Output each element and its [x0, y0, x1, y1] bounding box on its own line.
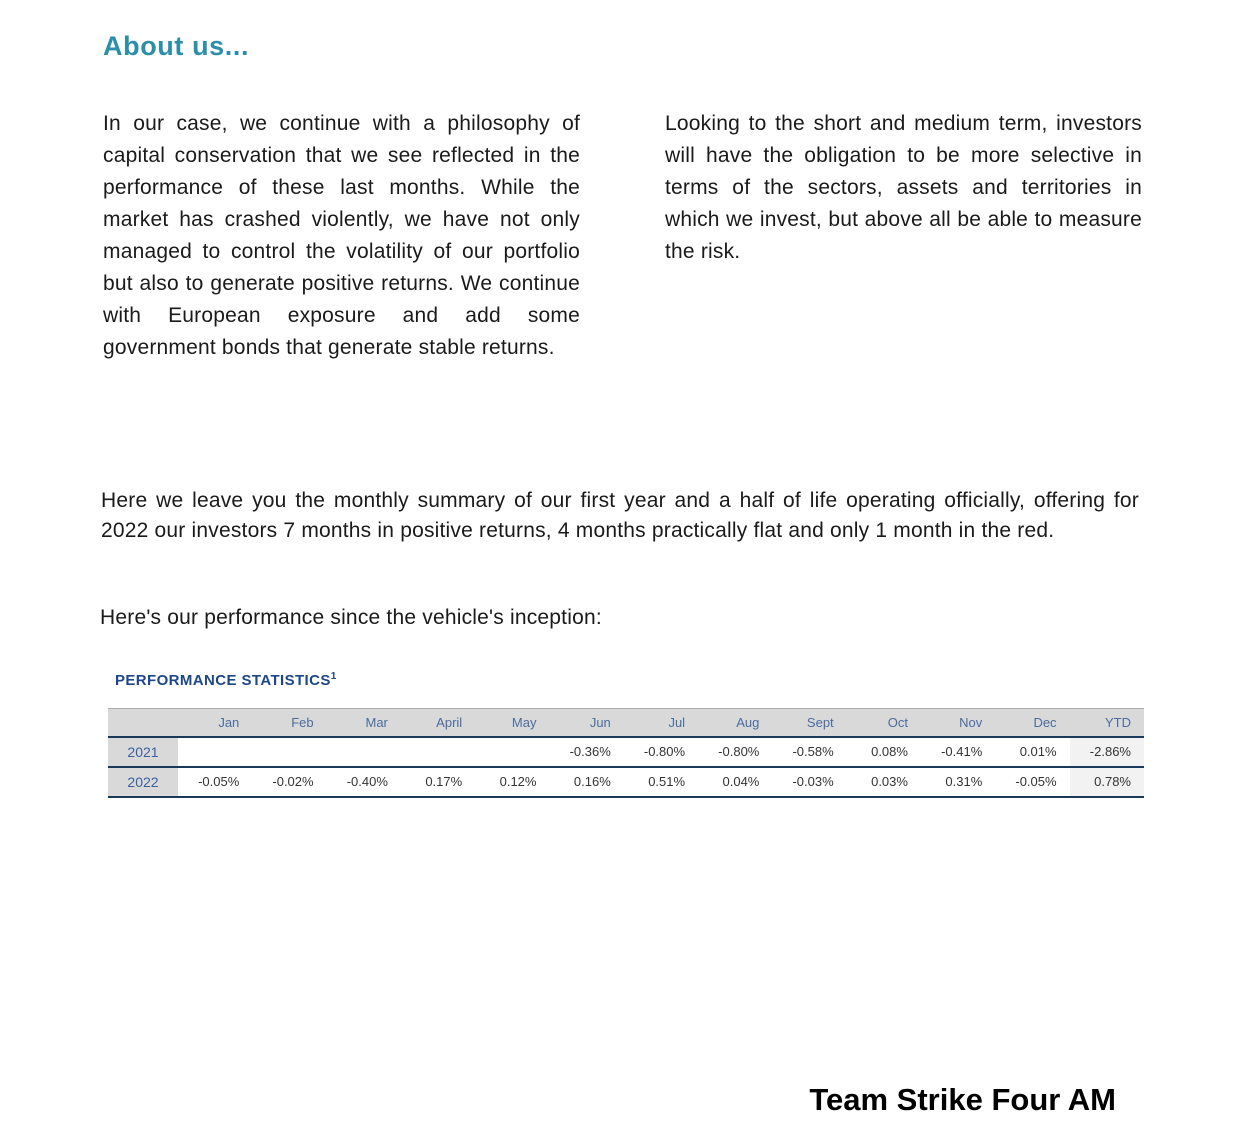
table-row-2022 — [108, 767, 1144, 797]
performance-table-body — [108, 737, 1144, 797]
cell-2021-mar — [327, 737, 401, 767]
cell-2022-jan: -0.05% — [178, 767, 252, 797]
cell-2021-jul: -0.80% — [624, 737, 698, 767]
summary-paragraph: Here we leave you the monthly summary of our first year and a half of life operating officially, offering for 2022 our investors 7 months in positive returns, 4 months practically flat and only 1 month in the red. — [101, 489, 1139, 542]
performance-table-title — [115, 671, 337, 689]
column-header-dec: Dec — [995, 709, 1069, 737]
column-header-aug: Aug — [698, 709, 772, 737]
cell-2022-april: 0.17% — [401, 767, 475, 797]
team-signature: Team Strike Four AM — [809, 1082, 1116, 1117]
cell-2022-jul: 0.51% — [624, 767, 698, 797]
body-column-right: Looking to the short and medium term, investors will have the obligation to be more selective in terms of the sectors, assets and territories in which we invest, but above all be able to measure the risk. — [665, 112, 1142, 263]
column-header-jul: Jul — [624, 709, 698, 737]
cell-2021-oct: 0.08% — [847, 737, 921, 767]
cell-2021-sept: -0.58% — [772, 737, 846, 767]
column-header-jan: Jan — [178, 709, 252, 737]
table-corner-cell — [108, 709, 178, 737]
table-title-footnote: 1 — [330, 671, 337, 682]
cell-2021-april — [401, 737, 475, 767]
cell-2021-ytd: -2.86% — [1070, 737, 1144, 767]
cell-2022-nov: 0.31% — [921, 767, 995, 797]
cell-2021-nov: -0.41% — [921, 737, 995, 767]
performance-table — [108, 708, 1144, 798]
cell-2022-jun: 0.16% — [549, 767, 623, 797]
cell-2022-oct: 0.03% — [847, 767, 921, 797]
cell-2021-aug: -0.80% — [698, 737, 772, 767]
cell-2022-dec: -0.05% — [995, 767, 1069, 797]
column-header-april: April — [401, 709, 475, 737]
column-header-ytd: YTD — [1070, 709, 1144, 737]
column-header-nov: Nov — [921, 709, 995, 737]
column-header-jun: Jun — [549, 709, 623, 737]
cell-2022-aug: 0.04% — [698, 767, 772, 797]
cell-2021-may — [475, 737, 549, 767]
column-header-mar: Mar — [327, 709, 401, 737]
performance-table-title-text: PERFORMANCE STATISTICS — [115, 672, 331, 689]
table-row-2021 — [108, 737, 1144, 767]
cell-2021-dec: 0.01% — [995, 737, 1069, 767]
cell-2022-sept: -0.03% — [772, 767, 846, 797]
performance-table-head-row — [108, 709, 1144, 737]
cell-2021-jun: -0.36% — [549, 737, 623, 767]
column-header-may: May — [475, 709, 549, 737]
cell-2022-mar: -0.40% — [327, 767, 401, 797]
cell-2022-ytd: 0.78% — [1070, 767, 1144, 797]
column-header-sept: Sept — [772, 709, 846, 737]
performance-table-head — [108, 709, 1144, 737]
cell-2022-may: 0.12% — [475, 767, 549, 797]
cell-2021-feb — [252, 737, 326, 767]
row-label-2022: 2022 — [108, 767, 178, 797]
column-header-oct: Oct — [847, 709, 921, 737]
column-header-feb: Feb — [252, 709, 326, 737]
body-column-left: In our case, we continue with a philosophy of capital conservation that we see reflected in the performance of these last months. While the market has crashed violently, we have not only managed to control the volatility of our portfolio but also to generate positive returns. We continue with European exposure and add some government bonds that generate stable returns. — [103, 112, 580, 359]
page-heading: About us... — [103, 31, 250, 61]
table-intro-line: Here's our performance since the vehicle's inception: — [100, 606, 602, 629]
cell-2022-feb: -0.02% — [252, 767, 326, 797]
cell-2021-jan — [178, 737, 252, 767]
row-label-2021: 2021 — [108, 737, 178, 767]
